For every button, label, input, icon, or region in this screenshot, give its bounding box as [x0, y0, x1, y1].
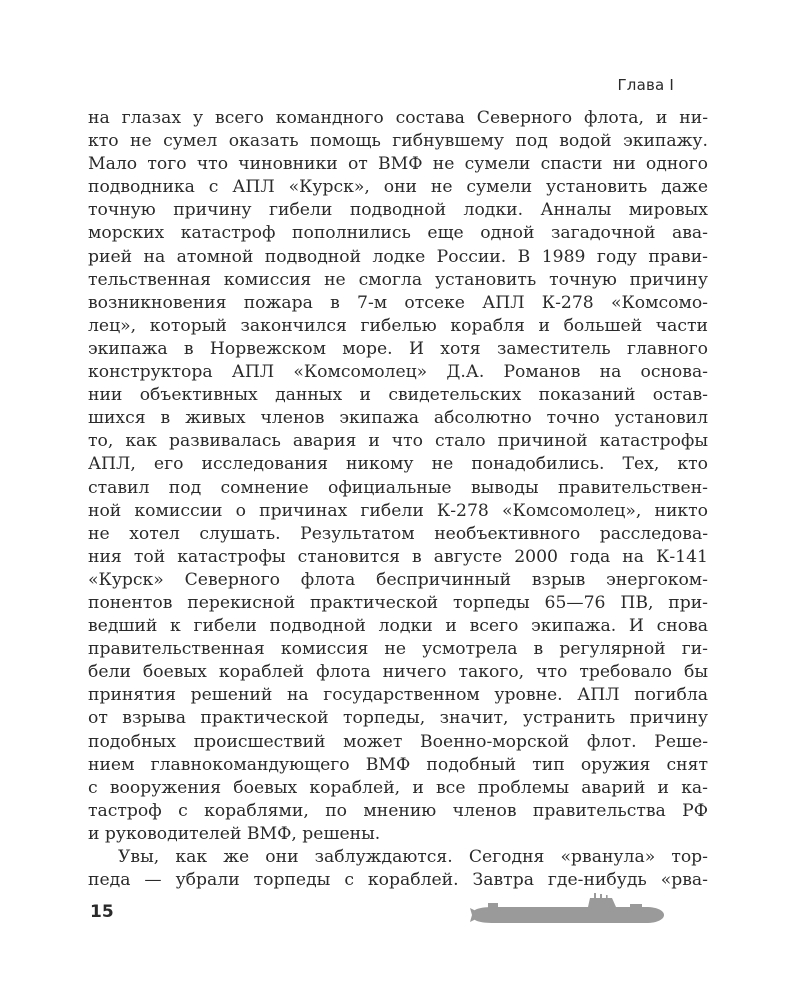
text-line: точную причину гибели подводной лодки. Анналы мировых	[88, 200, 708, 221]
text-line: АПЛ, его исследования никому не понадобились. Тех, кто	[88, 454, 708, 475]
text-line: кто не сумел оказать помощь гибнувшему под водой экипажу.	[88, 131, 708, 152]
running-head-chapter: Глава I	[617, 76, 674, 94]
text-line: подводника с АПЛ «Курск», они не сумели установить даже	[88, 177, 708, 198]
text-line: принятия решений на государственном уровне. АПЛ погибла	[88, 685, 708, 706]
text-line: Увы, как же они заблуждаются. Сегодня «рванула» тор-	[118, 847, 708, 867]
text-line: ведший к гибели подводной лодки и всего экипажа. И снова	[88, 616, 708, 637]
text-line: тельственная комиссия не смогла установить точную причину	[88, 269, 708, 290]
text-line: нии объективных данных и свидетельских показаний остав-	[88, 385, 708, 406]
text-line: нием главнокомандующего ВМФ подобный тип оружия снят	[88, 754, 708, 775]
page-number: 15	[90, 902, 114, 922]
text-line: возникновения пожара в 7-м отсеке АПЛ К-278 «Комсомо-	[88, 292, 708, 313]
text-line: и руководителей ВМФ, решены.	[88, 823, 381, 844]
text-line: «Курск» Северного флота беспричинный взрыв энергоком-	[88, 569, 708, 590]
body-text	[88, 107, 708, 892]
text-line: Мало того что чиновники от ВМФ не сумели спасти ни одного	[88, 154, 708, 175]
text-line: ния той катастрофы становится в августе 2000 года на К-141	[88, 546, 708, 567]
text-line: экипажа в Норвежском море. И хотя заместитель главного	[88, 338, 708, 359]
text-line: ставил под сомнение официальные выводы правительствен-	[88, 477, 708, 498]
text-line: с вооружения боевых кораблей, и все проблемы аварий и ка-	[88, 777, 708, 798]
text-line: тастроф с кораблями, по мнению членов правительства РФ	[88, 800, 708, 821]
submarine-icon	[470, 893, 666, 931]
text-line: правительственная комиссия не усмотрела в регулярной ги-	[88, 639, 708, 660]
text-line: педа — убрали торпеды с кораблей. Завтра где-нибудь «рва-	[88, 870, 708, 891]
text-line: шихся в живых членов экипажа абсолютно точно установил	[88, 408, 708, 429]
text-line: рией на атомной подводной лодке России. В 1989 году прави-	[88, 246, 708, 267]
text-line: не хотел слушать. Результатом необъективного расследова-	[88, 523, 708, 544]
text-line: на глазах у всего командного состава Северного флота, и ни-	[88, 108, 708, 128]
text-line: от взрыва практической торпеды, значит, устранить причину	[88, 708, 708, 729]
text-line: лец», который закончился гибелью корабля и большей части	[88, 315, 708, 336]
text-line: бели боевых кораблей флота ничего такого, что требовало бы	[88, 662, 708, 683]
text-line: подобных происшествий может Военно-морской флот. Реше-	[88, 731, 708, 752]
text-line: конструктора АПЛ «Комсомолец» Д.А. Романов на основа-	[88, 362, 708, 383]
text-line: то, как развивалась авария и что стало причиной катастрофы	[88, 431, 708, 452]
text-line: морских катастроф пополнились еще одной загадочной ава-	[88, 223, 708, 244]
text-line: понентов перекисной практической торпеды 65—76 ПВ, при-	[88, 592, 708, 613]
text-line: ной комиссии о причинах гибели К-278 «Комсомолец», никто	[88, 500, 708, 521]
